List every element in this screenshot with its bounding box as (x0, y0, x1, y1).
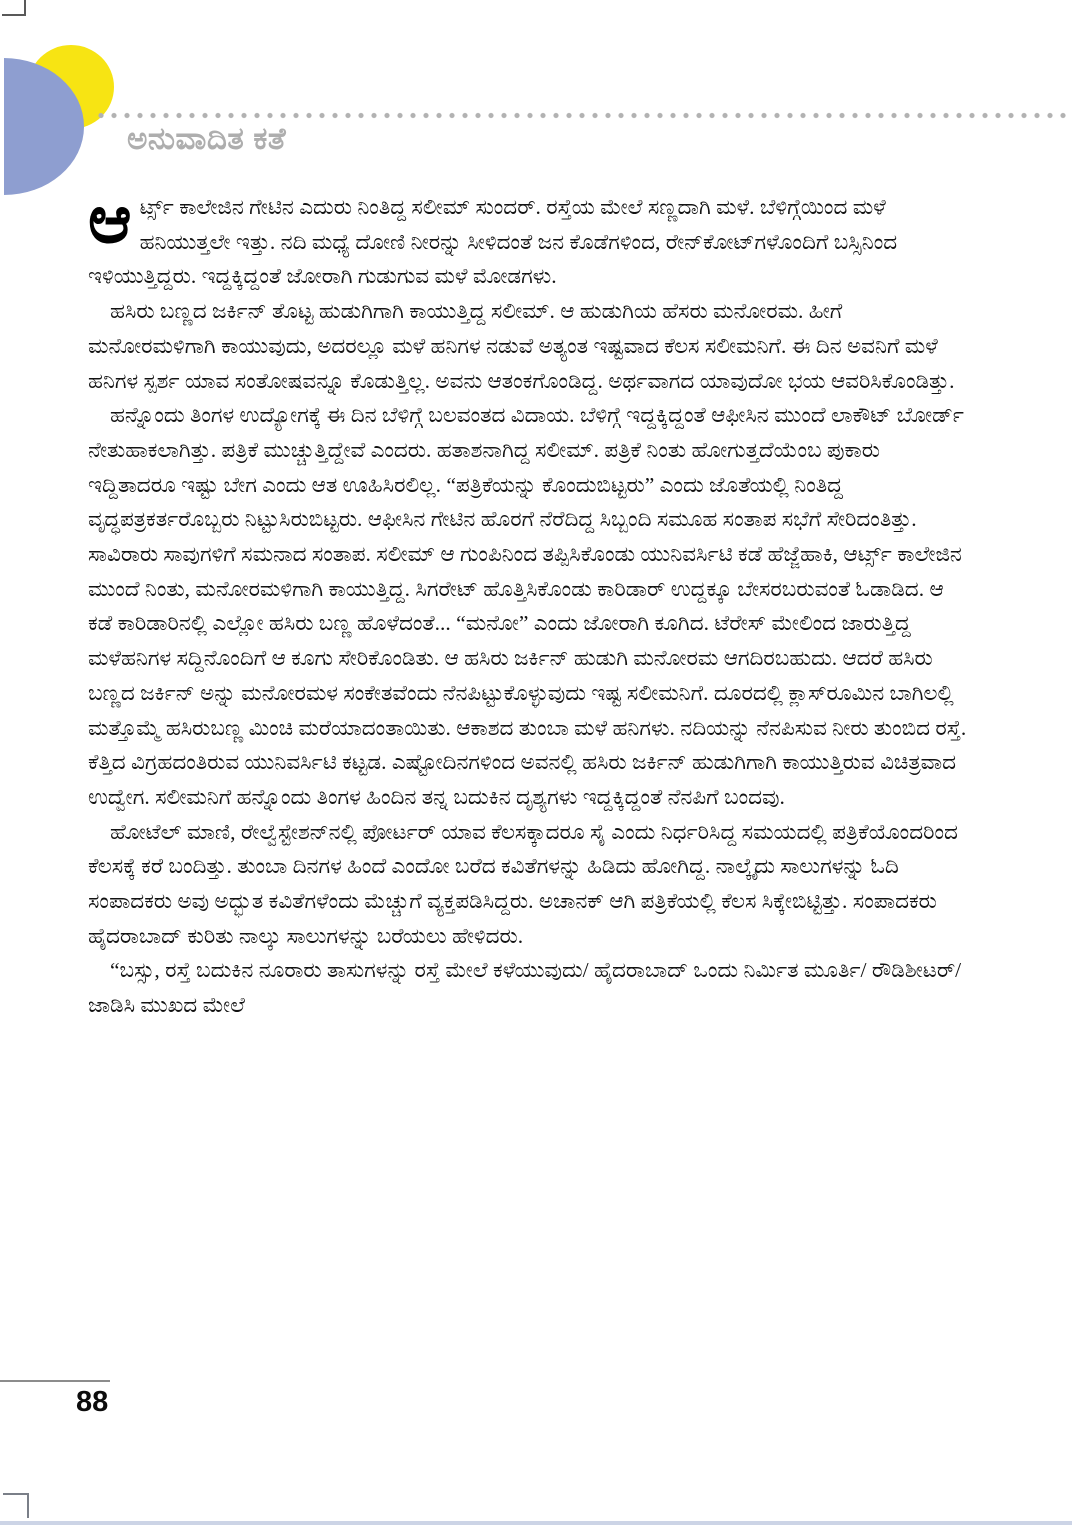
story-paragraph: “ಬಸ್ಸು, ರಸ್ತೆ ಬದುಕಿನ ನೂರಾರು ತಾಸುಗಳನ್ನು ರಸ್ತೆ ಮೇಲೆ ಕಳೆಯುವುದು/ ಹೈದರಾಬಾದ್ ಒಂದು ನಿರ್ಮಿತ ಮೂರ್ತಿ/ ರೌಡಿಶೀಟರ್/ ಜಾಡಿಸಿ ಮುಖದ ಮೇಲೆ (88, 958, 962, 1018)
drop-cap: ಆ (88, 184, 132, 257)
page-number: 88 (76, 1386, 109, 1418)
dotted-divider (98, 112, 1072, 119)
story-paragraph (88, 184, 968, 294)
section-title: ಅನುವಾದಿತ ಕತೆ (127, 121, 287, 156)
crop-mark-bottom-left (3, 1493, 29, 1518)
story-paragraph: ಹೋಟೆಲ್ ಮಾಣಿ, ರೇಲ್ವೆಸ್ಟೇಶನ್‌ನಲ್ಲಿ ಪೋರ್ಟರ್ ಯಾವ ಕೆಲಸಕ್ಕಾದರೂ ಸೈ ಎಂದು ನಿರ್ಧರಿಸಿದ್ದ ಸಮಯದಲ್ಲಿ ಪತ್ರಿಕೆಯೊಂದರಿಂದ ಕೆಲಸಕ್ಕೆ ಕರೆ ಬಂದಿತ್ತು. ತುಂಬಾ ದಿನಗಳ ಹಿಂದೆ ಎಂದೋ ಬರೆದ ಕವಿತೆಗಳನ್ನು ಹಿಡಿದು ಹೋಗಿದ್ದ. ನಾಲ್ಕೈದು ಸಾಲುಗಳನ್ನು ಓದಿ ಸಂಪಾದಕರು ಅವು ಅದ್ಭುತ ಕವಿತೆಗಳೆಂದು ಮೆಚ್ಚುಗೆ ವ್ಯಕ್ತಪಡಿಸಿದ್ದರು. ಅಚಾನಕ್ ಆಗಿ ಪತ್ರಿಕೆಯಲ್ಲಿ ಕೆಲಸ ಸಿಕ್ಕೇಬಿಟ್ಟಿತ್ತು. ಸಂಪಾದಕರು ಹೈದರಾಬಾದ್ ಕುರಿತು ನಾಲ್ಕು ಸಾಲುಗಳನ್ನು ಬರೆಯಲು ಹೇಳಿದರು. (88, 819, 958, 948)
bottom-edge-strip (0, 1521, 1072, 1525)
story-paragraph: ಹನ್ನೊಂದು ತಿಂಗಳ ಉದ್ಯೋಗಕ್ಕೆ ಈ ದಿನ ಬೆಳಿಗ್ಗೆ ಬಲವಂತದ ವಿದಾಯ. ಬೆಳಿಗ್ಗೆ ಇದ್ದಕ್ಕಿದ್ದಂತೆ ಆಫೀಸಿನ ಮುಂದೆ ಲಾಕೌಟ್ ಬೋರ್ಡ್ ನೇತುಹಾಕಲಾಗಿತ್ತು. ಪತ್ರಿಕೆ ಮುಚ್ಚುತ್ತಿದ್ದೇವೆ ಎಂದರು. ಹತಾಶನಾಗಿದ್ದ ಸಲೀಮ್. ಪತ್ರಿಕೆ ನಿಂತು ಹೋಗುತ್ತದೆಯೆಂಬ ಪುಕಾರು ಇದ್ದಿತಾದರೂ ಇಷ್ಟು ಬೇಗ ಎಂದು ಆತ ಊಹಿಸಿರಲಿಲ್ಲ. “ಪತ್ರಿಕೆಯನ್ನು ಕೊಂದುಬಿಟ್ಟರು” ಎಂದು ಜೊತೆಯಲ್ಲಿ ನಿಂತಿದ್ದ ವೃದ್ಧಪತ್ರಕರ್ತರೊಬ್ಬರು ನಿಟ್ಟುಸಿರುಬಿಟ್ಟರು. ಆಫೀಸಿನ ಗೇಟಿನ ಹೊರಗೆ ನೆರೆದಿದ್ದ ಸಿಬ್ಬಂದಿ ಸಮೂಹ ಸಂತಾಪ ಸಭೆಗೆ ಸೇರಿದಂತಿತ್ತು. ಸಾವಿರಾರು ಸಾವುಗಳಿಗೆ ಸಮನಾದ ಸಂತಾಪ. ಸಲೀಮ್ ಆ ಗುಂಪಿನಿಂದ ತಪ್ಪಿಸಿಕೊಂಡು ಯುನಿವರ್ಸಿಟಿ ಕಡೆ ಹೆಜ್ಜೆಹಾಕಿ, ಆರ್ಟ್ಸ್ ಕಾಲೇಜಿನ ಮುಂದೆ ನಿಂತು, ಮನೋರಮಳಿಗಾಗಿ ಕಾಯುತ್ತಿದ್ದ. ಸಿಗರೇಟ್ ಹೊತ್ತಿಸಿಕೊಂಡು ಕಾರಿಡಾರ್ ಉದ್ದಕ್ಕೂ ಬೇಸರಬರುವಂತೆ ಓಡಾಡಿದ. ಆ ಕಡೆ ಕಾರಿಡಾರಿನಲ್ಲಿ ಎಲ್ಲೋ ಹಸಿರು ಬಣ್ಣ ಹೊಳೆದಂತೆ... “ಮನೋ” ಎಂದು ಜೋರಾಗಿ ಕೂಗಿದ. ಟೆರೇಸ್ ಮೇಲಿಂದ ಜಾರುತ್ತಿದ್ದ ಮಳೆಹನಿಗಳ ಸದ್ದಿನೊಂದಿಗೆ ಆ ಕೂಗು ಸೇರಿಕೊಂಡಿತು. ಆ ಹಸಿರು ಜರ್ಕಿನ್ ಹುಡುಗಿ ಮನೋರಮ ಆಗದಿರಬಹುದು. ಆದರೆ ಹಸಿರು ಬಣ್ಣದ ಜರ್ಕಿನ್ ಅನ್ನು ಮನೋರಮಳ ಸಂಕೇತವೆಂದು ನೆನಪಿಟ್ಟುಕೊಳ್ಳುವುದು ಇಷ್ಟ ಸಲೀಮನಿಗೆ. ದೂರದಲ್ಲಿ ಕ್ಲಾಸ್‌ರೂಮಿನ ಬಾಗಿಲಲ್ಲಿ ಮತ್ತೊಮ್ಮೆ ಹಸಿರುಬಣ್ಣ ಮಿಂಚಿ ಮರೆಯಾದಂತಾಯಿತು. ಆಕಾಶದ ತುಂಬಾ ಮಳೆ ಹನಿಗಳು. ನದಿಯನ್ನು ನೆನಪಿಸುವ ನೀರು ತುಂಬಿದ ರಸ್ತೆ. ಕೆತ್ತಿದ ವಿಗ್ರಹದಂತಿರುವ ಯುನಿವರ್ಸಿಟಿ ಕಟ್ಟಡ. ಎಷ್ಟೋದಿನಗಳಿಂದ ಅವನಲ್ಲಿ ಹಸಿರು ಜರ್ಕಿನ್ ಹುಡುಗಿಗಾಗಿ ಕಾಯುತ್ತಿರುವ ವಿಚಿತ್ರವಾದ ಉದ್ವೇಗ. ಸಲೀಮನಿಗೆ ಹನ್ನೊಂದು ತಿಂಗಳ ಹಿಂದಿನ ತನ್ನ ಬದುಕಿನ ದೃಶ್ಯಗಳು ಇದ್ದಕ್ಕಿದ್ದಂತೆ ನೆನಪಿಗೆ ಬಂದವು. (88, 403, 967, 809)
story-body (88, 184, 968, 1023)
story-paragraph: ಹಸಿರು ಬಣ್ಣದ ಜರ್ಕಿನ್ ತೊಟ್ಟ ಹುಡುಗಿಗಾಗಿ ಕಾಯುತ್ತಿದ್ದ ಸಲೀಮ್. ಆ ಹುಡುಗಿಯ ಹೆಸರು ಮನೋರಮ. ಹೀಗೆ ಮನೋರಮಳಿಗಾಗಿ ಕಾಯುವುದು, ಅದರಲ್ಲೂ ಮಳೆ ಹನಿಗಳ ನಡುವೆ ಅತ್ಯಂತ ಇಷ್ಟವಾದ ಕೆಲಸ ಸಲೀಮನಿಗೆ. ಈ ದಿನ ಅವನಿಗೆ ಮಳೆ ಹನಿಗಳ ಸ್ಪರ್ಶ ಯಾವ ಸಂತೋಷವನ್ನೂ ಕೊಡುತ್ತಿಲ್ಲ. ಅವನು ಆತಂಕಗೊಂಡಿದ್ದ. ಅರ್ಥವಾಗದ ಯಾವುದೋ ಭಯ ಆವರಿಸಿಕೊಂಡಿತ್ತು. (88, 299, 955, 393)
story-paragraph-text: ರ್ಟ್ಸ್ ಕಾಲೇಜಿನ ಗೇಟಿನ ಎದುರು ನಿಂತಿದ್ದ ಸಲೀಮ್ ಸುಂದರ್. ರಸ್ತೆಯ ಮೇಲೆ ಸಣ್ಣದಾಗಿ ಮಳೆ. ಬೆಳಿಗ್ಗೆಯಿಂದ ಮಳೆ ಹನಿಯುತ್ತಲೇ ಇತ್ತು. ನದಿ ಮಧ್ಯೆ ದೋಣಿ ನೀರನ್ನು ಸೀಳಿದಂತೆ ಜನ ಕೊಡೆಗಳಿಂದ, ರೇನ್‌ಕೋಟ್‌ಗಳೊಂದಿಗೆ ಬಸ್ಸಿನಿಂದ ಇಳಿಯುತ್ತಿದ್ದರು. ಇದ್ದಕ್ಕಿದ್ದಂತೆ ಜೋರಾಗಿ ಗುಡುಗುವ ಮಳೆ ಮೋಡಗಳು. (88, 195, 898, 289)
footer-divider (0, 1380, 110, 1382)
crop-mark-top-left (2, 0, 26, 16)
